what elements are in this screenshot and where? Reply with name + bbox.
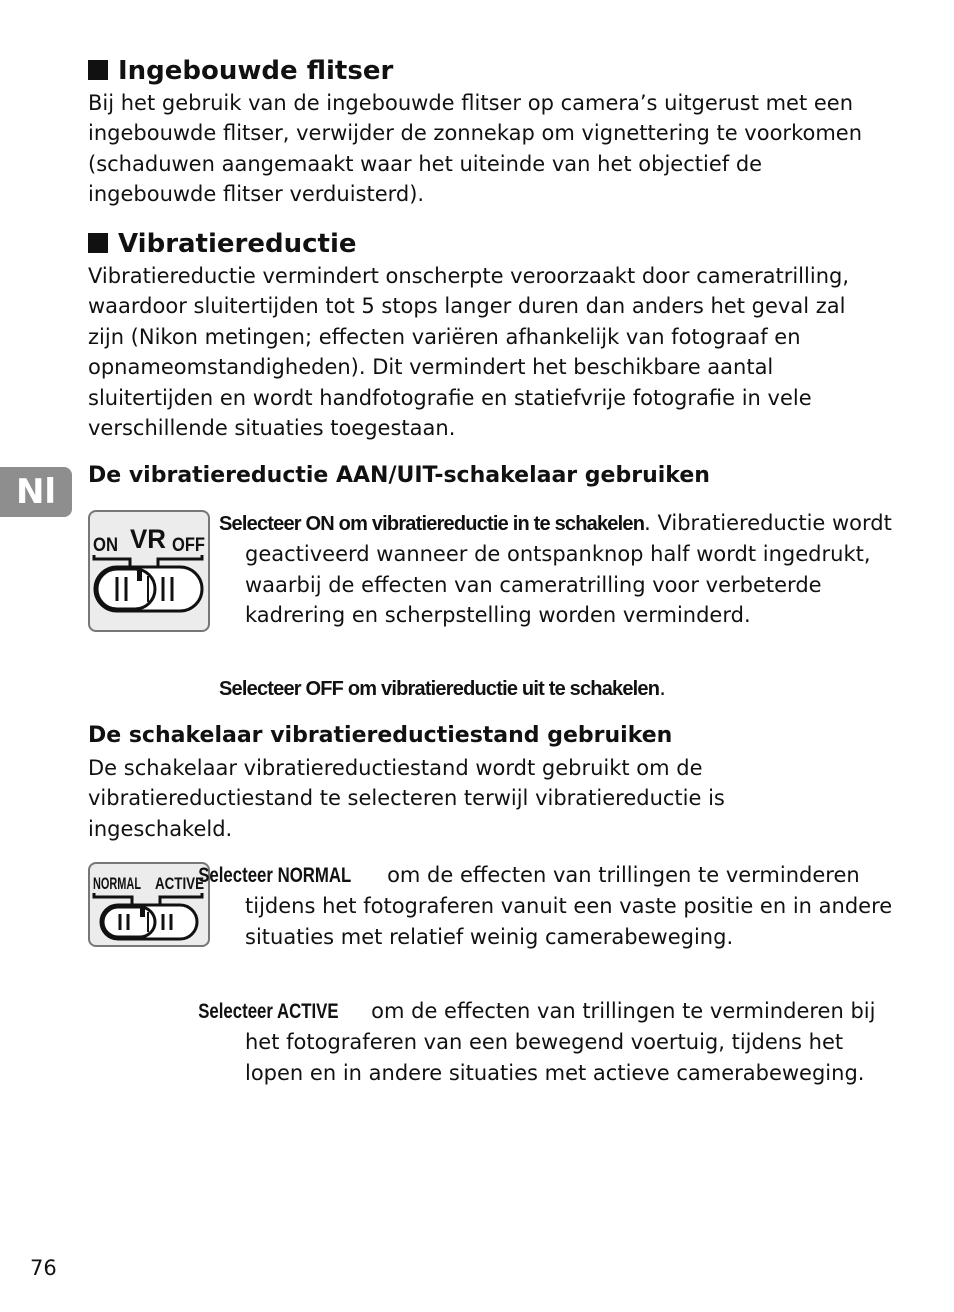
vr-mode-switch-icon [88, 862, 210, 947]
vr-off-instruction: Selecteer OFF om vibratiereductie uit te schakelen. [219, 676, 666, 700]
vr-mode-paragraph: De schakelaar vibratiereductiestand wordt gebruikt om de vibratiereductiestand te selecteren terwijl vibratiereductie is ingeschakeld. [88, 756, 725, 841]
section-heading-vr: Vibratiereductie [88, 228, 357, 260]
switch-off-label: OFF [172, 535, 205, 556]
vr-active-instruction: Selecteer ACTIVE om de effecten van trillingen te verminderen bij het fotograferen van een bewegend voertuig, tijdens het lopen en in andere situaties met actieve camerabeweging. [198, 999, 876, 1085]
vr-normal-instruction: Selecteer NORMAL om de effecten van trillingen te verminderen tijdens het fotograferen vanuit een vaste positie en in andere situaties met relatief weinig camerabeweging. [198, 863, 893, 949]
square-bullet-icon [88, 233, 108, 253]
flash-paragraph: Bij het gebruik van de ingebouwde flitser op camera’s uitgerust met een ingebouwde flitser, verwijder de zonnekap om vignettering te voorkomen (schaduwen aangemaakt waar het uiteinde van het objectief de ingebouwde flitser verduisterd). [88, 91, 863, 207]
vr-on-off-switch-icon [88, 510, 210, 632]
switch-vr-label: VR [130, 524, 166, 554]
switch-normal-label: NORMAL [93, 874, 141, 893]
vr-switch-heading: De vibratiereductie AAN/UIT-schakelaar gebruiken [88, 463, 710, 488]
vr-mode-heading: De schakelaar vibratiereductiestand gebruiken [88, 723, 673, 748]
square-bullet-icon [88, 60, 108, 80]
page-number: 76 [30, 1256, 57, 1280]
language-tab: Nl [0, 467, 72, 517]
vr-on-instruction: Selecteer ON om vibratiereductie in te schakelen. Vibratiereductie wordt geactiveerd wanneer de ontspanknop half wordt ingedrukt, waarbij de effecten van cameratrilling voor verbeterde kadrering en scherpstelling worden verminderd. [219, 511, 892, 628]
vr-paragraph: Vibratiereductie vermindert onscherpte veroorzaakt door cameratrilling, waardoor sluitertijden tot 5 stops langer duren dan anders het geval zal zijn (Nikon metingen; effecten variëren afhankelijk van fotograaf en opnameomstandigheden). Dit vermindert het beschikbare aantal sluitertijden en wordt handfotografie en statiefvrije fotografie in vele verschillende situaties toegestaan. [88, 264, 850, 441]
section-heading-flash: Ingebouwde flitser [88, 55, 393, 87]
switch-active-label: ACTIVE [155, 874, 204, 893]
switch-on-label: ON [93, 535, 118, 556]
